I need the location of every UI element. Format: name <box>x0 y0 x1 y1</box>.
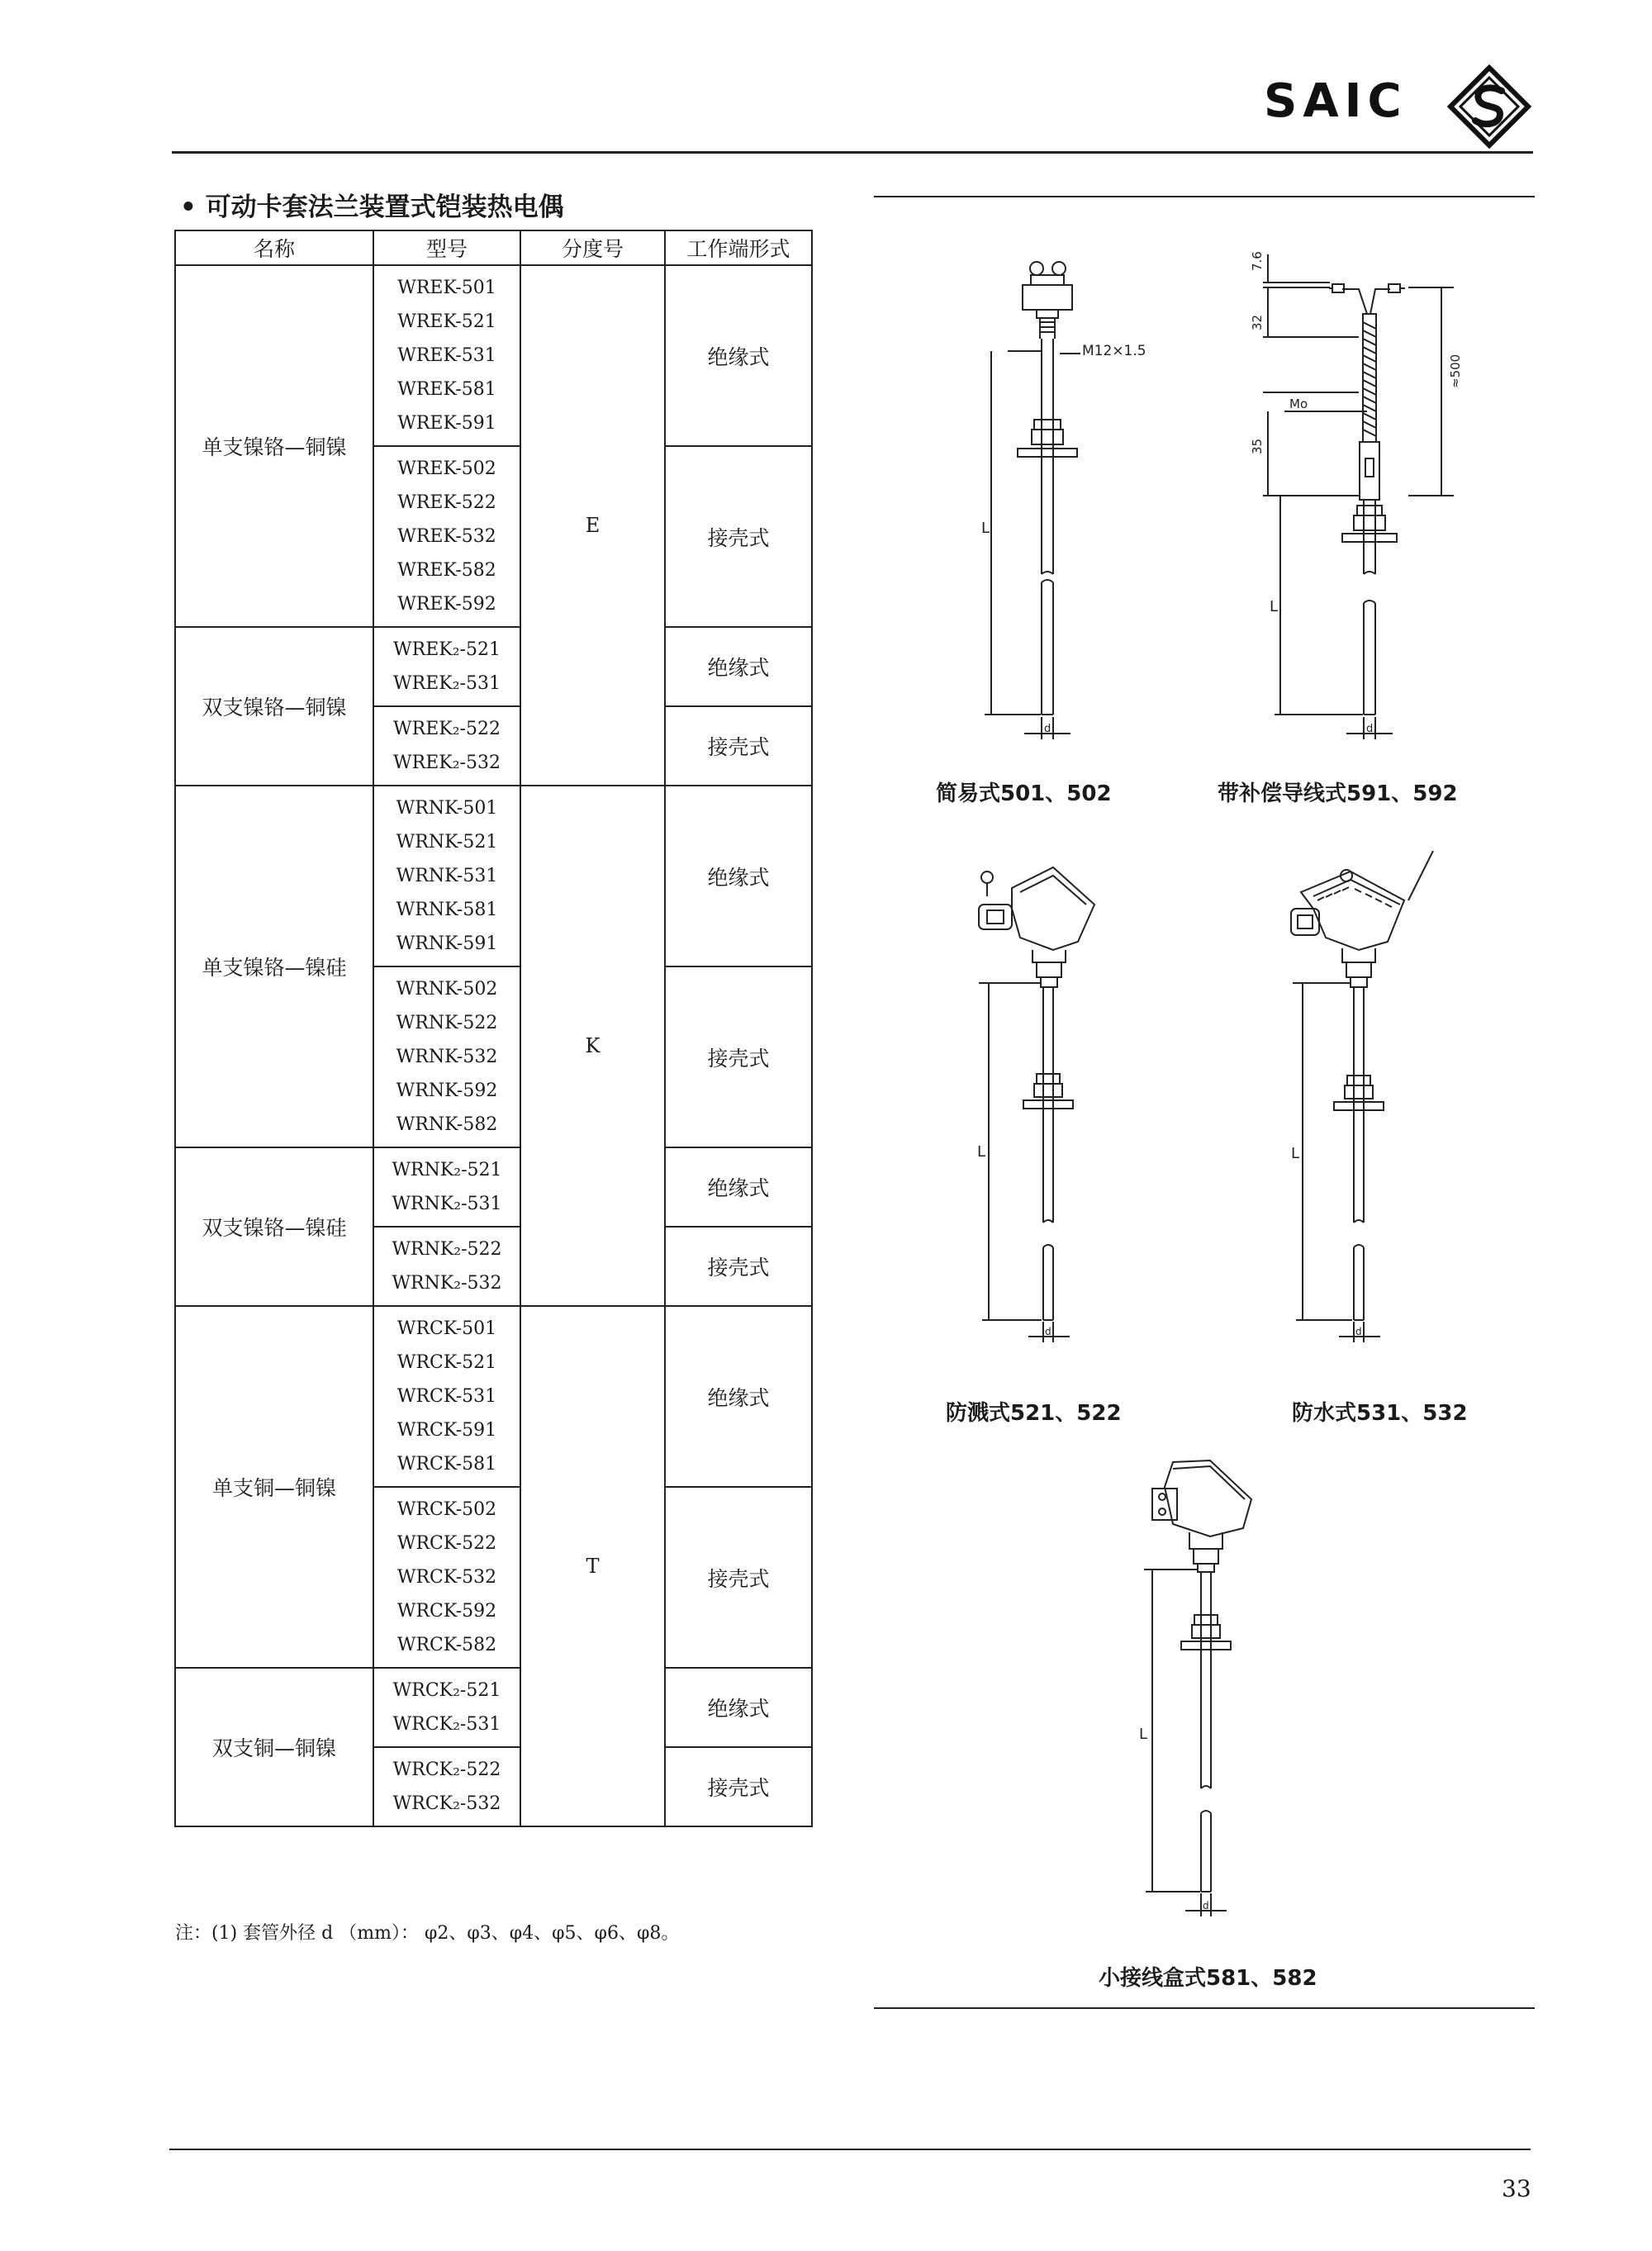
header-name: 名称 <box>175 230 373 265</box>
cell-models <box>373 1747 520 1826</box>
cell-form: 绝缘式 <box>665 265 812 446</box>
table-row <box>175 1306 812 1487</box>
waterproof-length-label: L <box>1291 1145 1300 1162</box>
model-number: WREK₂-521 <box>393 639 501 660</box>
comp-wire-drawing <box>1243 248 1466 752</box>
small-box-length-label: L <box>1139 1726 1148 1743</box>
cell-form: 接壳式 <box>665 1747 812 1826</box>
model-number: WREK-531 <box>397 345 496 366</box>
model-number: WRNK-521 <box>396 832 498 852</box>
footer-rule <box>169 2149 1531 2150</box>
model-number: WRCK-522 <box>396 1533 497 1554</box>
caption-small-box: 小接线盒式581、582 <box>1099 1966 1317 1991</box>
cell-models <box>373 1668 520 1747</box>
table-header-row <box>175 230 812 265</box>
figures-bottom-rule <box>874 2007 1535 2009</box>
spec-table <box>174 230 813 1827</box>
model-number: WRCK-502 <box>396 1499 497 1520</box>
cell-division: E <box>520 265 665 786</box>
model-number: WRNK-581 <box>396 900 498 920</box>
cell-name: 双支镍铬—铜镍 <box>175 627 373 786</box>
caption-simple: 简易式501、502 <box>936 781 1112 806</box>
model-number: WRCK-581 <box>396 1454 497 1475</box>
table-row <box>175 1147 812 1227</box>
model-number: WRNK-592 <box>396 1080 498 1101</box>
model-number: WRNK₂-531 <box>392 1194 502 1214</box>
model-number: WRNK-582 <box>396 1114 498 1135</box>
cell-form: 绝缘式 <box>665 1668 812 1747</box>
cell-name: 单支镍铬—镍硅 <box>175 786 373 1147</box>
page-number: 33 <box>1502 2175 1531 2202</box>
header-division: 分度号 <box>520 230 665 265</box>
cell-models <box>373 1147 520 1227</box>
cell-name: 单支镍铬—铜镍 <box>175 265 373 627</box>
model-number: WREK₂-532 <box>393 753 501 773</box>
figure-small-box <box>1127 1454 1334 1933</box>
table-note: 注：(1) 套管外径 d （mm）： φ2、φ3、φ4、φ5、φ6、φ8。 <box>175 1923 680 1944</box>
cell-models <box>373 627 520 706</box>
table-row <box>175 265 812 446</box>
header-model: 型号 <box>373 230 520 265</box>
small-box-dia-label: d <box>1203 1900 1209 1911</box>
comp-mo-label: Mo <box>1289 397 1308 411</box>
model-number: WREK₂-522 <box>393 719 501 739</box>
cell-form: 接壳式 <box>665 706 812 786</box>
cell-form: 绝缘式 <box>665 1306 812 1487</box>
model-number: WRNK-532 <box>396 1047 498 1067</box>
simple-thread-label: M12×1.5 <box>1082 343 1146 359</box>
cell-models <box>373 265 520 446</box>
figure-waterproof <box>1268 851 1474 1355</box>
cell-models <box>373 1227 520 1306</box>
model-number: WREK₂-531 <box>393 673 501 694</box>
brand-name: SAIC <box>1264 74 1408 128</box>
model-number: WREK-532 <box>397 526 496 547</box>
figure-simple <box>958 248 1222 752</box>
cell-models <box>373 1487 520 1668</box>
model-number: WRCK₂-532 <box>392 1793 501 1814</box>
header-form: 工作端形式 <box>665 230 812 265</box>
model-number: WREK-502 <box>397 458 496 479</box>
model-number: WRCK₂-521 <box>392 1680 501 1701</box>
model-number: WRCK-501 <box>396 1318 497 1339</box>
simple-length-label: L <box>981 520 990 537</box>
cell-models <box>373 446 520 627</box>
model-number: WRCK₂-531 <box>392 1714 501 1735</box>
header-rule <box>172 151 1533 154</box>
cell-form: 接壳式 <box>665 1487 812 1668</box>
model-number: WRCK-521 <box>396 1352 497 1373</box>
model-number: WREK-582 <box>397 560 496 581</box>
caption-waterproof: 防水式531、532 <box>1292 1401 1468 1426</box>
comp-length-label: L <box>1270 598 1279 615</box>
comp-dim-35: 35 <box>1250 438 1265 454</box>
splash-drawing <box>954 859 1144 1355</box>
cell-name: 双支铜—铜镍 <box>175 1668 373 1826</box>
cell-division: K <box>520 786 665 1306</box>
small-box-drawing <box>1127 1454 1334 1933</box>
cell-models <box>373 1306 520 1487</box>
model-number: WRNK-591 <box>396 933 498 954</box>
cell-name: 单支铜—铜镍 <box>175 1306 373 1668</box>
cell-form: 绝缘式 <box>665 627 812 706</box>
section-title: • 可动卡套法兰装置式铠装热电偶 <box>180 192 564 222</box>
table-row <box>175 1668 812 1747</box>
cell-form: 接壳式 <box>665 966 812 1147</box>
cell-form: 接壳式 <box>665 1227 812 1306</box>
cell-models <box>373 966 520 1147</box>
model-number: WRNK-531 <box>396 866 498 886</box>
splash-length-label: L <box>977 1143 986 1161</box>
cell-models <box>373 786 520 966</box>
simple-dia-label: d <box>1044 723 1051 735</box>
waterproof-dia-label: d <box>1355 1326 1362 1337</box>
model-number: WRCK-531 <box>396 1386 497 1407</box>
cell-form: 绝缘式 <box>665 1147 812 1227</box>
cell-form: 接壳式 <box>665 446 812 627</box>
comp-dim-76: 7.6 <box>1250 251 1265 271</box>
table-row <box>175 786 812 966</box>
caption-splash: 防溅式521、522 <box>946 1401 1122 1426</box>
model-number: WREK-521 <box>397 311 496 332</box>
model-number: WRNK-502 <box>396 979 498 1000</box>
model-number: WRCK-591 <box>396 1420 497 1441</box>
simple-drawing <box>958 248 1222 752</box>
model-number: WRCK-592 <box>396 1601 497 1622</box>
comp-dia-label: d <box>1366 723 1374 735</box>
model-number: WREK-522 <box>397 492 496 513</box>
figures-top-rule <box>874 196 1535 197</box>
model-number: WRNK-522 <box>396 1013 498 1033</box>
figure-splash <box>954 859 1144 1355</box>
brand-logo <box>1264 64 1536 157</box>
model-number: WRNK₂-532 <box>392 1273 502 1294</box>
cell-form: 绝缘式 <box>665 786 812 966</box>
model-number: WRNK₂-521 <box>392 1160 502 1180</box>
spec-table-body <box>175 265 812 1826</box>
comp-dim-500: ≈500 <box>1448 354 1463 388</box>
model-number: WRCK-532 <box>396 1567 497 1588</box>
figure-comp-wire <box>1243 248 1466 752</box>
model-number: WRNK₂-522 <box>392 1239 502 1260</box>
cell-models <box>373 706 520 786</box>
waterproof-drawing <box>1268 851 1474 1355</box>
cell-division: T <box>520 1306 665 1826</box>
model-number: WREK-592 <box>397 594 496 615</box>
cell-name: 双支镍铬—镍硅 <box>175 1147 373 1306</box>
model-number: WREK-581 <box>397 379 496 400</box>
saic-emblem-icon <box>1447 64 1531 149</box>
model-number: WREK-591 <box>397 413 496 434</box>
table-row <box>175 627 812 706</box>
model-number: WRCK₂-522 <box>392 1759 501 1780</box>
splash-dia-label: d <box>1045 1326 1051 1337</box>
model-number: WRNK-501 <box>396 798 498 819</box>
caption-comp-wire: 带补偿导线式591、592 <box>1218 781 1458 806</box>
model-number: WREK-501 <box>397 278 496 298</box>
comp-dim-32: 32 <box>1250 314 1265 330</box>
model-number: WRCK-582 <box>396 1635 497 1655</box>
